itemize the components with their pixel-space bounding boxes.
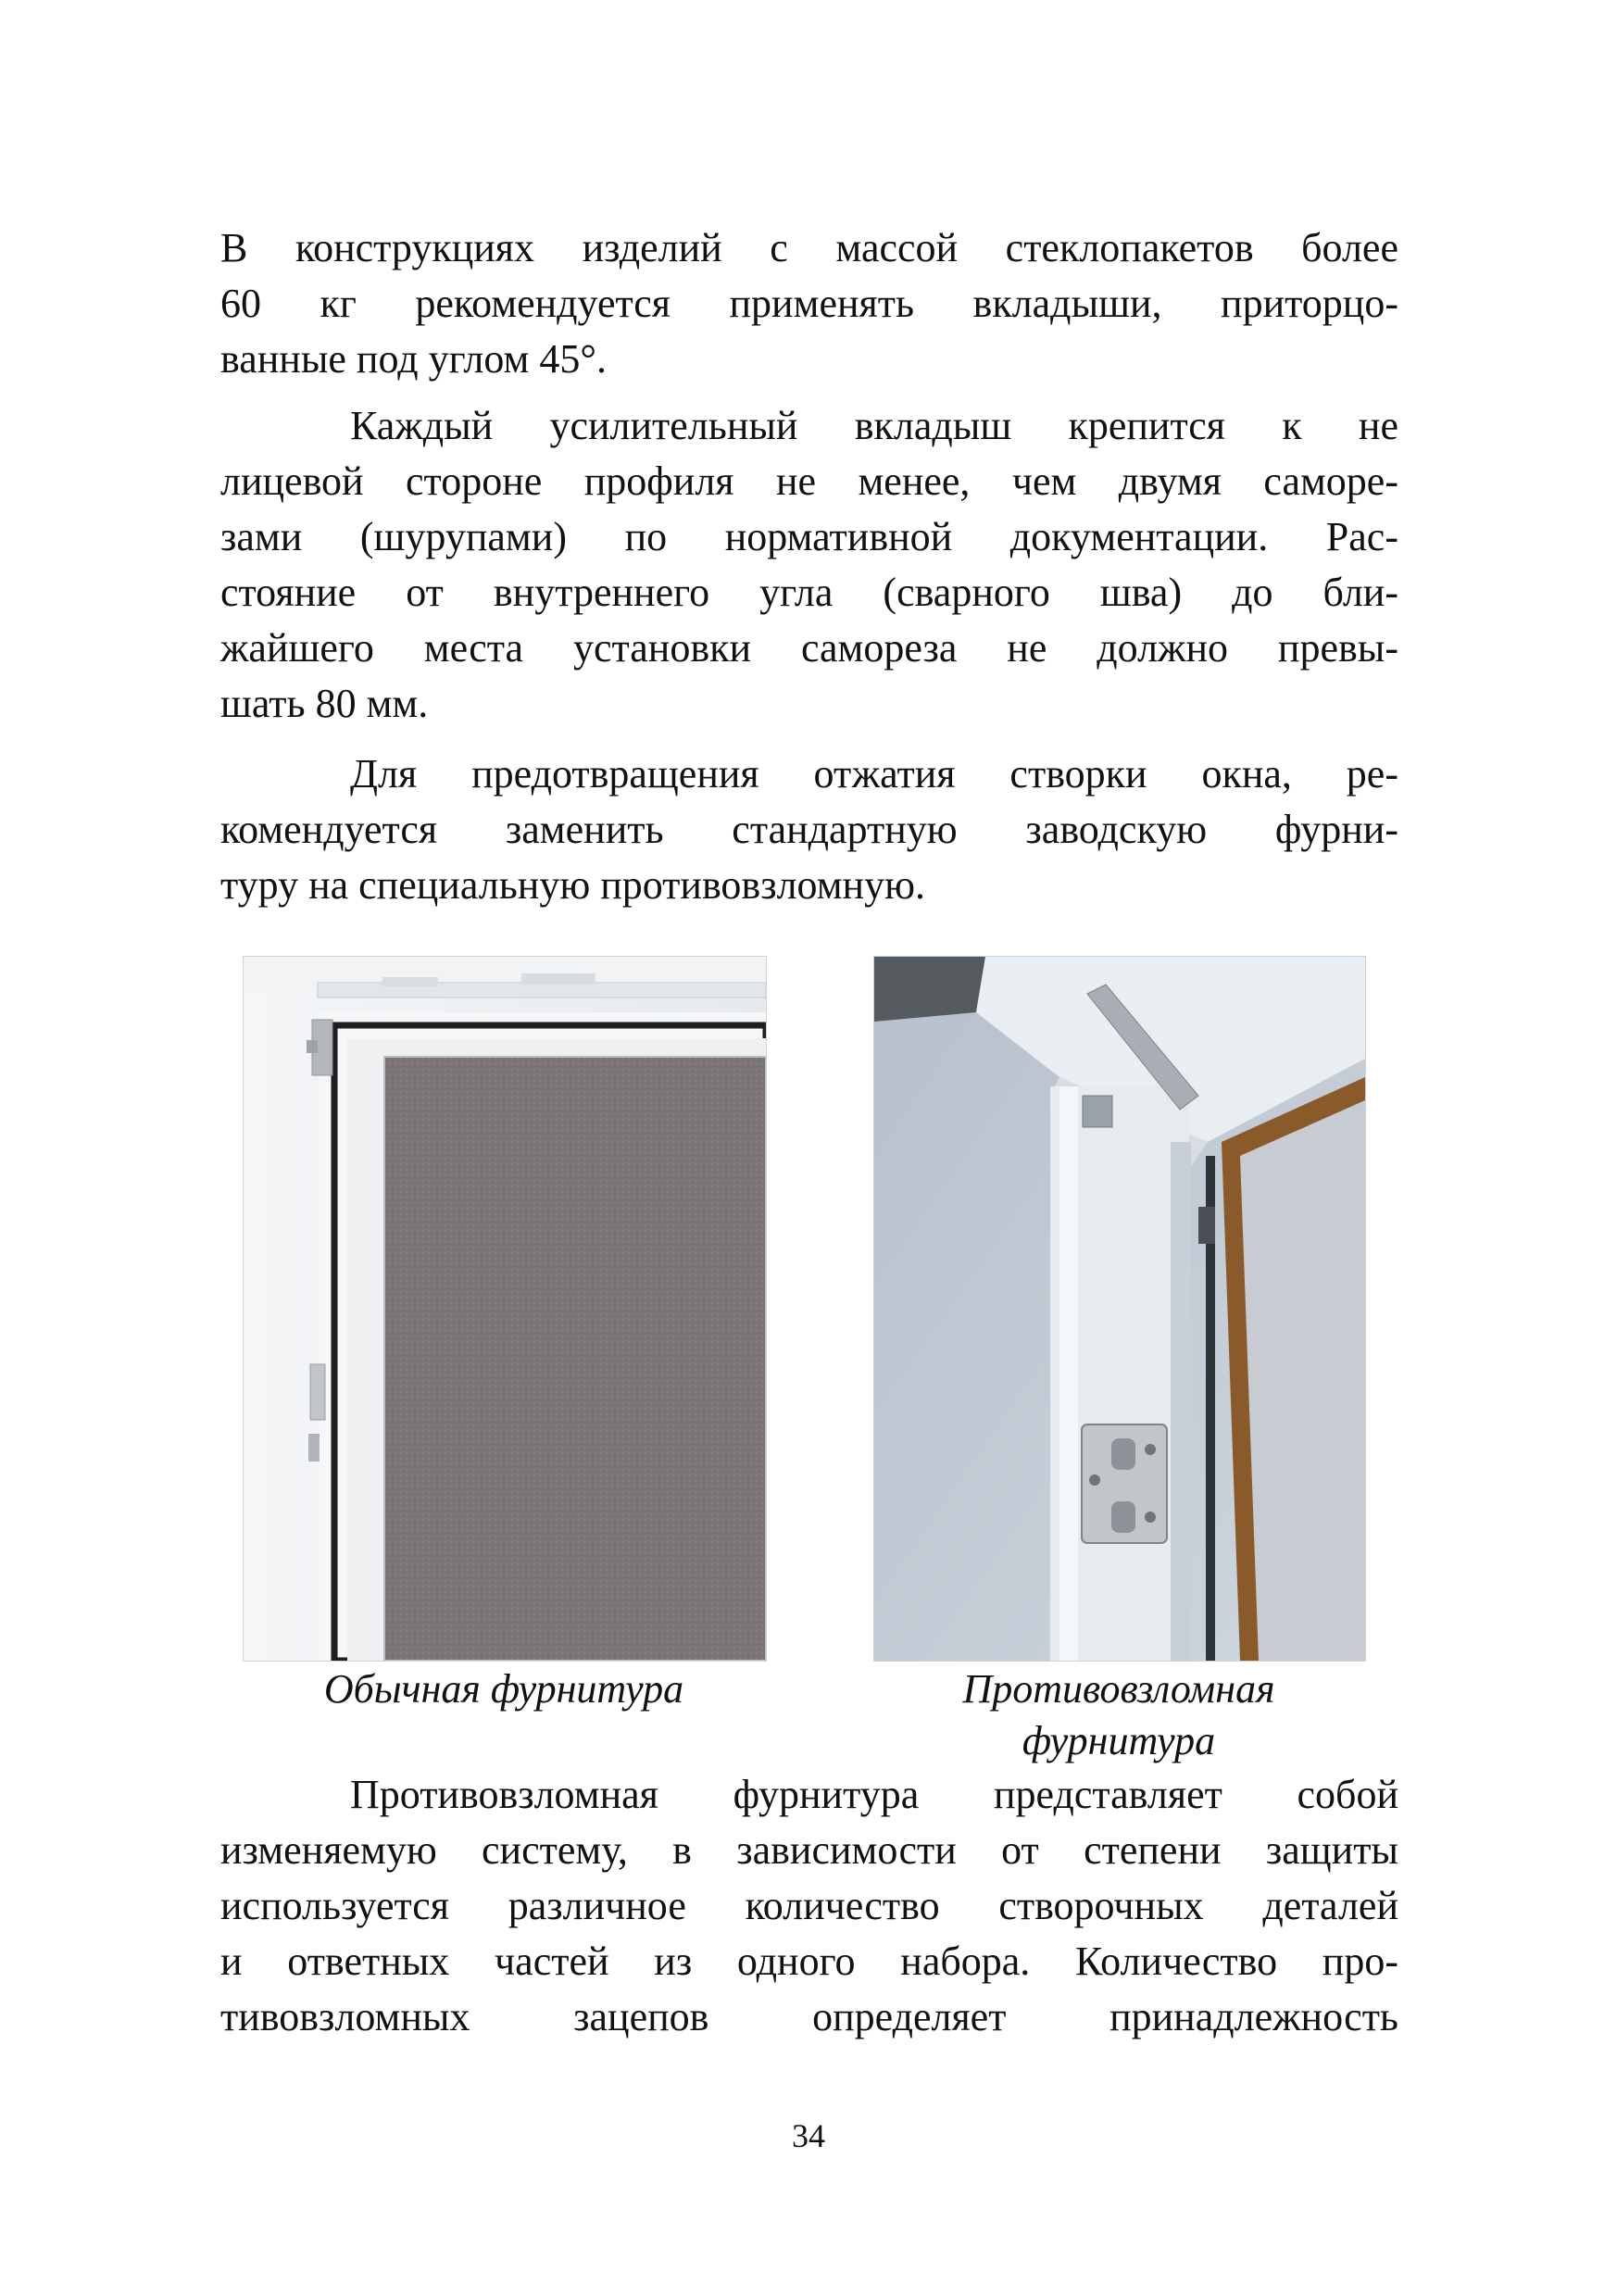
paragraph-2	[220, 398, 1398, 732]
text-line: тивовзломных зацепов определяет принадлежность	[220, 1994, 1398, 2039]
text-line: жайшего места установки самореза не должно превы-	[220, 625, 1398, 671]
text-line: комендуется заменить стандартную заводскую фурни-	[220, 807, 1398, 852]
text-line: ванные под углом 45°.	[220, 336, 607, 382]
text-line: и ответных частей из одного набора. Количество про-	[220, 1938, 1398, 1984]
text-line: шать 80 мм.	[220, 681, 429, 726]
text-line: В конструкциях изделий с массой стеклопакетов более	[220, 225, 1398, 270]
text-line: лицевой стороне профиля не менее, чем двумя саморе-	[220, 458, 1398, 504]
text-line: туру на специальную противовзломную.	[220, 862, 925, 908]
paragraph-3	[220, 747, 1398, 913]
text-line: 60 кг рекомендуется применять вкладыши, приторцо-	[220, 281, 1398, 326]
text-line: изменяемую систему, в зависимости от степени защиты	[220, 1827, 1398, 1873]
caption-line: Противовзломная	[962, 1666, 1275, 1712]
figure-caption-left: Обычная фурнитура	[323, 1666, 684, 1712]
figure-caption-right	[873, 1663, 1364, 1767]
page-number: 34	[792, 2117, 825, 2154]
text-line: используется различное количество створочных деталей	[220, 1883, 1398, 1928]
text-line: Каждый усилительный вкладыш крепится к не	[350, 403, 1398, 448]
text-line: стояние от внутреннего угла (сварного шва) до бли-	[220, 570, 1398, 615]
caption-line: фурнитура	[1022, 1718, 1216, 1763]
paragraph-1	[220, 220, 1398, 387]
paragraph-4	[220, 1767, 1398, 2045]
text-line: Для предотвращения отжатия створки окна, ре-	[350, 751, 1398, 797]
text-line: Противовзломная фурнитура представляет собой	[350, 1772, 1398, 1817]
text-line: зами (шурупами) по нормативной документации. Рас-	[220, 514, 1398, 559]
ordinary-hardware-photo	[243, 956, 767, 1662]
anti-burglary-hardware-photo	[873, 956, 1366, 1662]
